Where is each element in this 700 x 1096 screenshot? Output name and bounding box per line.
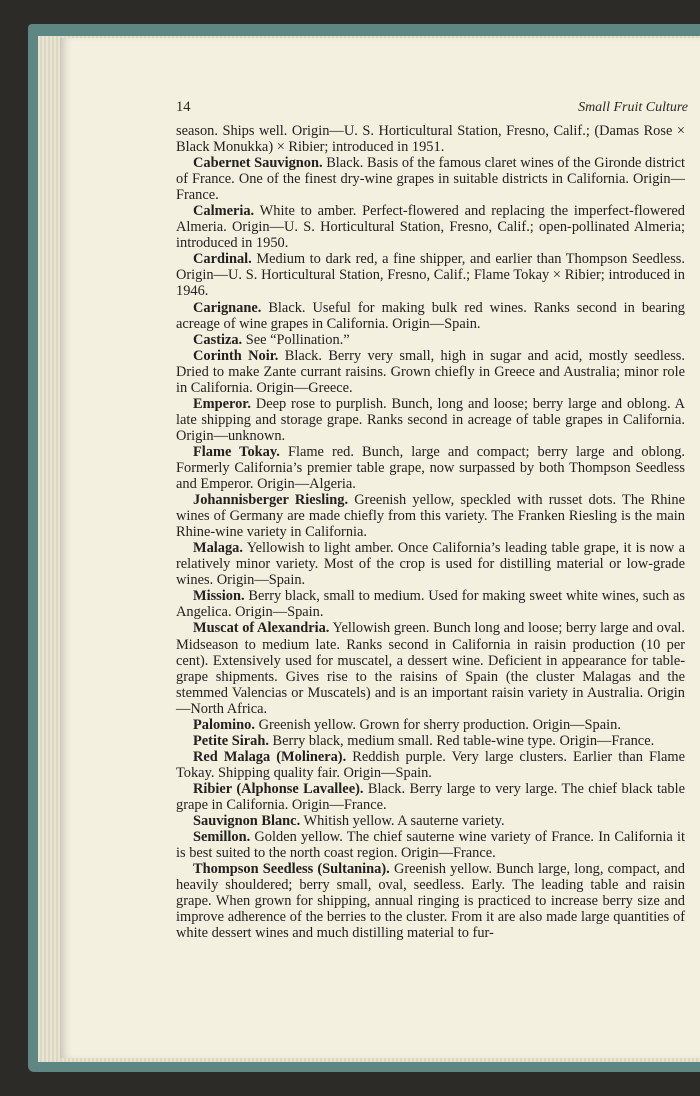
variety-entry — [176, 332, 685, 348]
variety-description: Whitish yellow. A sauterne variety. — [300, 813, 505, 830]
body-text — [176, 123, 685, 941]
variety-entry — [176, 620, 685, 716]
variety-name: Carignane. — [193, 299, 262, 316]
variety-description: Golden yellow. The chief sauterne wine variety of France. In California it is best suited to the north coast region. Origin—France. — [176, 829, 685, 862]
variety-entry — [176, 348, 685, 396]
variety-name: Cabernet Sauvignon. — [193, 155, 323, 172]
variety-entry — [176, 861, 685, 941]
continued-paragraph: season. Ships well. Origin—U. S. Horticultural Station, Fresno, Calif.; (Damas Rose × Black Monukka) × Ribier; introduced in 1951. — [176, 123, 685, 156]
variety-list — [176, 155, 685, 941]
variety-entry — [176, 444, 685, 492]
variety-name: Palomino. — [193, 716, 255, 733]
variety-entry — [176, 155, 685, 203]
variety-name: Calmeria. — [193, 203, 255, 220]
variety-entry — [176, 251, 685, 299]
variety-description: Black. Berry large to very large. The chief black table grape in California. Origin—France. — [176, 780, 685, 813]
page-number: 14 — [176, 99, 191, 115]
variety-description: Yellowish green. Bunch long and loose; berry large and oval. Midseason to medium late. Ranks second in California in raisin production (10 per cent). Extensively used for muscatel, a dessert wine. Deficient in appearance for table-grape shipments. Gives rise to the raisins of Spain (the cluster Malagas and the stemmed Valencias or Muscatels) and is an important raisin variety in Australia. Origin—North Africa. — [176, 620, 685, 717]
variety-description: Black. Basis of the famous claret wines of the Gironde district of France. One of the finest dry-wine grapes in suitable districts in California. Origin—France. — [176, 155, 685, 204]
variety-name: Semillon. — [193, 829, 251, 846]
variety-name: Johannisberger Riesling. — [193, 492, 349, 509]
variety-description: Deep rose to purplish. Bunch, long and loose; berry large and oblong. A late shipping and storage grape. Ranks second in acreage of table grapes in California. Origin—unknown. — [176, 395, 685, 444]
variety-entry — [176, 203, 685, 251]
variety-entry — [176, 492, 685, 540]
variety-description: See “Pollination.” — [242, 331, 350, 348]
variety-entry — [176, 300, 685, 332]
variety-description: Greenish yellow. Grown for sherry production. Origin—Spain. — [254, 716, 621, 733]
variety-name: Emperor. — [193, 395, 251, 412]
variety-entry — [176, 588, 685, 620]
variety-name: Corinth Noir. — [193, 347, 279, 364]
variety-name: Red Malaga (Molinera). — [193, 748, 347, 765]
variety-description: White to amber. Perfect-flowered and replacing the imperfect-flowered Almeria. Origin—U. S. Horticultural Station, Fresno, Calif.; open-pollinated Almeria; introduced in 1950. — [176, 203, 685, 252]
page-header — [176, 99, 688, 119]
variety-name: Malaga. — [193, 540, 243, 557]
variety-description: Medium to dark red, a fine shipper, and earlier than Thompson Seedless. Origin—U. S. Horticultural Station, Fresno, Calif.; Flame Tokay × Ribier; introduced in 1946. — [176, 251, 685, 300]
variety-name: Mission. — [193, 588, 245, 605]
variety-entry — [176, 749, 685, 781]
variety-description: Black. Berry very small, high in sugar and acid, mostly seedless. Dried to make Zante currant raisins. Grown chiefly in Greece and Australia; minor role in California. Origin—Greece. — [176, 347, 686, 396]
variety-entry — [176, 717, 685, 733]
variety-entry — [176, 781, 685, 813]
variety-description: Black. Useful for making bulk red wines. Ranks second in bearing acreage of wine grapes in California. Origin—Spain. — [176, 299, 685, 332]
variety-description: Flame red. Bunch, large and compact; berry large and oblong. Formerly California’s premier table grape, now surpassed by both Thompson Seedless and Emperor. Origin—Algeria. — [176, 443, 685, 493]
variety-entry — [176, 813, 685, 829]
variety-entry — [176, 396, 685, 444]
variety-name: Petite Sirah. — [193, 732, 269, 749]
running-head: Small Fruit Culture — [578, 100, 688, 115]
variety-description: Greenish yellow. Bunch large, long, compact, and heavily shouldered; berry small, oval, seedless. Early. The leading table and raisin grape. When grown for shipping, annual ringing is practiced to increase berry size and improve adherence of the berries to the cluster. From it are also made large quantities of white dessert wines and much distilling material to fur- — [176, 861, 685, 942]
variety-name: Flame Tokay. — [193, 443, 280, 460]
variety-description: Greenish yellow, speckled with russet dots. The Rhine wines of Germany are made chiefly from this variety. The Franken Riesling is the main Rhine-wine variety in California. — [176, 492, 686, 541]
variety-name: Ribier (Alphonse Lavallee). — [193, 780, 364, 797]
variety-entry — [176, 540, 685, 588]
variety-description: Berry black, small to medium. Used for making sweet white wines, such as Angelica. Origin—Spain. — [176, 588, 685, 621]
variety-name: Sauvignon Blanc. — [193, 813, 301, 830]
variety-entry — [176, 733, 685, 749]
variety-name: Cardinal. — [193, 251, 252, 268]
variety-entry — [176, 829, 685, 861]
variety-description: Berry black, medium small. Red table-wine type. Origin—France. — [268, 732, 655, 749]
variety-name: Muscat of Alexandria. — [193, 620, 330, 637]
variety-description: Yellowish to light amber. Once California’s leading table grape, it is now a relatively minor variety. Most of the crop is used for distilling material or low-grade wines. Origin—Spain. — [176, 540, 685, 589]
variety-name: Castiza. — [193, 331, 243, 348]
variety-description: Reddish purple. Very large clusters. Earlier than Flame Tokay. Shipping quality fair. Origin—Spain. — [176, 748, 685, 781]
variety-name: Thompson Seedless (Sultanina). — [193, 861, 390, 878]
